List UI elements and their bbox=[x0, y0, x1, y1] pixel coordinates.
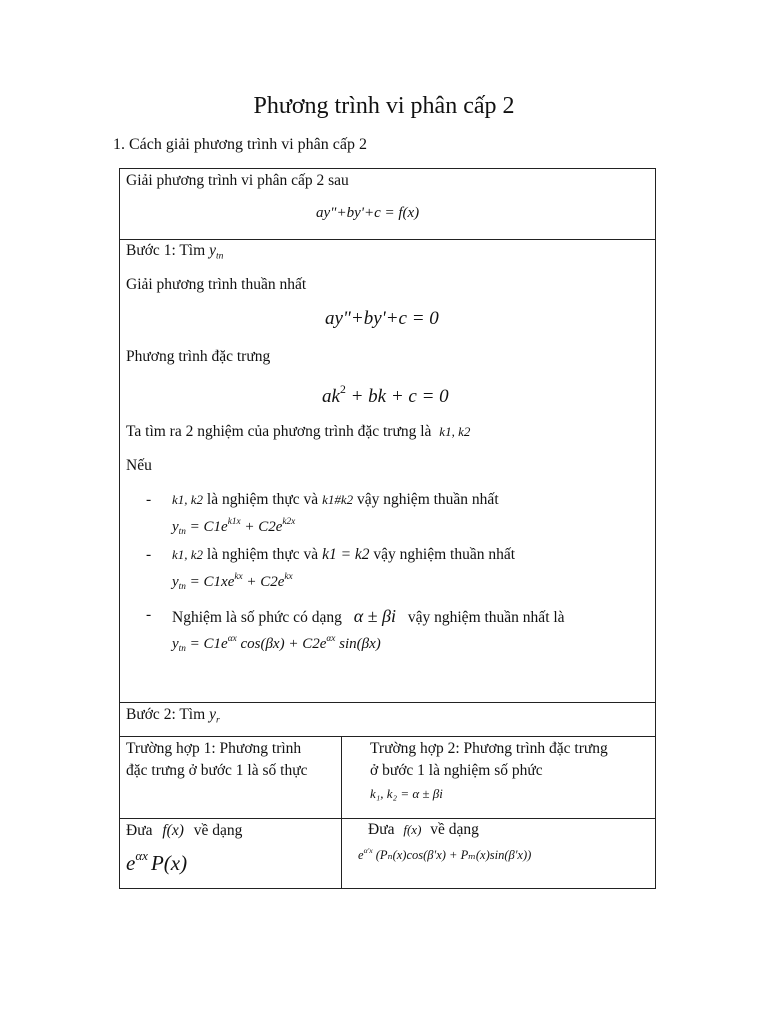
case1-line bbox=[172, 491, 499, 509]
case2-solution bbox=[172, 572, 293, 592]
step1-label bbox=[126, 242, 223, 261]
case1-text1: là nghiệm thực và bbox=[206, 491, 319, 508]
form-right-line bbox=[368, 821, 479, 839]
case2-bullet: - bbox=[146, 546, 152, 563]
roots-text: Ta tìm ra 2 nghiệm của phương trình đặc trưng là bbox=[126, 423, 432, 440]
table-column-divider bbox=[341, 736, 342, 888]
case3-solution bbox=[172, 634, 381, 654]
form-left-text1: Đưa bbox=[126, 822, 153, 839]
table-border-left bbox=[119, 168, 120, 889]
form-right-exp: α'x bbox=[363, 846, 373, 855]
case3-text1: Nghiệm là số phức có dạng bbox=[172, 609, 342, 626]
table-divider-3 bbox=[119, 736, 655, 737]
case3-complex-form: α ± βi bbox=[353, 606, 396, 626]
case3-y-sub: tn bbox=[178, 644, 186, 655]
roots-line bbox=[126, 423, 470, 441]
row0-text: Giải phương trình vi phân cấp 2 sau bbox=[126, 172, 349, 189]
case1-exp2: k2x bbox=[282, 517, 296, 527]
table-divider-4 bbox=[119, 818, 655, 819]
form-left-exp: αx bbox=[135, 848, 148, 863]
case1-exp1: k1x bbox=[227, 517, 241, 527]
case3-exp1: αx bbox=[227, 634, 237, 644]
form-left-fx: f(x) bbox=[162, 822, 184, 839]
step2-var-sub: r bbox=[215, 714, 220, 726]
case2-y-sub: tn bbox=[178, 582, 186, 593]
case1-eq-a: = C1e bbox=[185, 518, 228, 535]
char-eq-part-a: ak bbox=[322, 385, 340, 407]
case3-eq-b: cos(βx) + C2e bbox=[236, 635, 327, 652]
case1-condition: k1#k2 bbox=[322, 492, 354, 507]
case2-text1: là nghiệm thực và bbox=[206, 546, 319, 563]
case3-text2: vậy nghiệm thuần nhất là bbox=[407, 609, 565, 626]
step2-label bbox=[126, 706, 220, 725]
if-label: Nếu bbox=[126, 457, 152, 474]
case-right-line1: Trường hợp 2: Phương trình đặc trưng bbox=[370, 740, 608, 757]
table-divider-2 bbox=[119, 702, 655, 703]
form-right-fx: f(x) bbox=[403, 822, 422, 837]
case2-exp2: kx bbox=[284, 572, 293, 582]
case-right-roots: k₁, k₂ = α ± βi bbox=[370, 786, 443, 801]
form-left-text2: về dạng bbox=[193, 822, 243, 839]
case3-y: y bbox=[172, 635, 179, 652]
case2-exp1: kx bbox=[234, 572, 243, 582]
homogeneous-equation: ay"+by'+c = 0 bbox=[325, 308, 439, 329]
step1-var: y bbox=[209, 242, 216, 259]
case3-exp2: αx bbox=[326, 634, 336, 644]
step1-label-text: Bước 1: Tìm bbox=[126, 242, 210, 259]
case1-bullet: - bbox=[146, 491, 152, 508]
case1-eq-b: + C2e bbox=[240, 518, 283, 535]
step1-var-sub: tn bbox=[215, 250, 224, 262]
step2-label-text: Bước 2: Tìm bbox=[126, 706, 210, 723]
case2-eq-a: = C1xe bbox=[185, 573, 235, 590]
char-eq-exponent: 2 bbox=[339, 383, 346, 396]
table-divider-1 bbox=[119, 239, 655, 240]
case-right-line2: ở bước 1 là nghiệm số phức bbox=[370, 762, 543, 779]
row0-equation: ay"+by'+c = f(x) bbox=[316, 205, 420, 221]
characteristic-text: Phương trình đặc trưng bbox=[126, 348, 271, 365]
homogeneous-text: Giải phương trình thuần nhất bbox=[126, 276, 307, 293]
form-right-text1: Đưa bbox=[368, 821, 395, 838]
step2-var: y bbox=[209, 706, 216, 723]
section-heading: 1. Cách giải phương trình vi phân cấp 2 bbox=[113, 136, 367, 153]
form-right-formula-body: (Pₙ(x)cos(β'x) + Pₘ(x)sin(β'x)) bbox=[375, 847, 532, 862]
case2-y: y bbox=[172, 573, 179, 590]
case-left-line1: Trường hợp 1: Phương trình bbox=[126, 740, 302, 757]
characteristic-equation bbox=[322, 383, 449, 408]
case2-line bbox=[172, 546, 515, 564]
case1-y-sub: tn bbox=[178, 527, 186, 538]
form-right-e: e bbox=[358, 847, 364, 862]
form-left-line bbox=[126, 822, 242, 840]
case3-eq-c: sin(βx) bbox=[335, 635, 381, 652]
table-border-top bbox=[119, 168, 655, 169]
form-right-text2: về dạng bbox=[430, 821, 479, 838]
form-left-px: P(x) bbox=[150, 850, 188, 875]
case1-roots: k1, k2 bbox=[172, 492, 204, 507]
case3-line bbox=[172, 606, 565, 627]
case2-eq-b: + C2e bbox=[242, 573, 285, 590]
table-border-right bbox=[655, 168, 656, 889]
case1-y: y bbox=[172, 518, 179, 535]
case2-roots: k1, k2 bbox=[172, 547, 204, 562]
case2-text2: vậy nghiệm thuần nhất bbox=[373, 546, 516, 563]
form-left-e: e bbox=[126, 850, 136, 875]
case1-text2: vậy nghiệm thuần nhất bbox=[357, 491, 499, 508]
page-title: Phương trình vi phân cấp 2 bbox=[253, 93, 515, 119]
case3-eq-a: = C1e bbox=[185, 635, 228, 652]
case-left-line2: đặc trưng ở bước 1 là số thực bbox=[126, 762, 308, 779]
roots-symbols: k1, k2 bbox=[439, 424, 471, 439]
table-border-bottom bbox=[119, 888, 655, 889]
form-left-formula bbox=[126, 848, 187, 876]
form-right-formula bbox=[358, 846, 531, 863]
case2-condition: k1 = k2 bbox=[322, 546, 370, 563]
case3-bullet: - bbox=[146, 606, 152, 623]
char-eq-part-b: + bk + c = 0 bbox=[345, 385, 449, 407]
case1-solution bbox=[172, 517, 295, 537]
